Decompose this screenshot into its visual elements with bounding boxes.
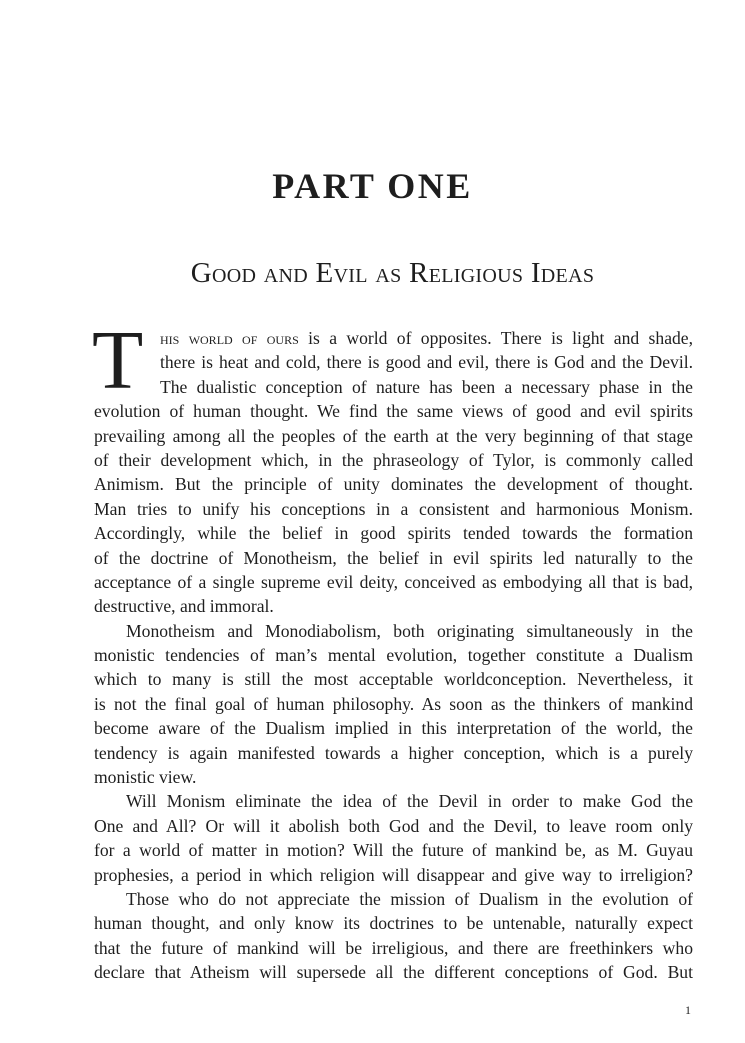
text-line: of their development which, in the phraseology of Tylor, is commonly called [94, 449, 693, 470]
text-line: prevailing among all the peoples of the earth at the very beginning of that stage [94, 425, 693, 446]
text-line: Accordingly, while the belief in good spirits tended towards the formation [94, 523, 693, 544]
chapter-title: Good and Evil as Religious Ideas [190, 257, 595, 289]
text-line: acceptance of a single supreme evil deity, conceived as embodying all that is bad, [94, 571, 693, 592]
text-line: Those who do not appreciate the mission of Dualism in the evolution of [126, 888, 693, 909]
text-line: that the future of mankind will be irreligious, and there are freethinkers who [94, 937, 693, 958]
page-number: 1 [685, 1003, 691, 1017]
text-line: tendency is again manifested towards a higher conception, which is a purely [94, 742, 693, 763]
part-title: PART ONE [272, 166, 473, 206]
text-line: The dualistic conception of nature has been a necessary phase in the [160, 376, 693, 397]
text-line: for a world of matter in motion? Will the future of mankind be, as M. Guyau [94, 840, 693, 861]
text-line: Monotheism and Monodiabolism, both originating simultaneously in the [126, 620, 693, 641]
text-line: Man tries to unify his conceptions in a consistent and harmonious Monism. [94, 498, 693, 519]
text-line: of the doctrine of Monotheism, the belief in evil spirits led naturally to the [94, 547, 693, 568]
text-line: is not the final goal of human philosophy. As soon as the thinkers of mankind [94, 693, 693, 714]
text-line: destructive, and immoral. [94, 596, 274, 617]
body-text [92, 314, 694, 985]
text-line [94, 326, 693, 350]
text-line: Animism. But the principle of unity dominates the development of thought. [94, 474, 693, 495]
text-line: monistic view. [94, 767, 197, 788]
text-line: monistic tendencies of man’s mental evolution, together constitute a Dualism [94, 645, 693, 666]
drop-cap: T [92, 314, 144, 407]
opening-words: his world of ours [160, 328, 299, 348]
text-line-content: is a world of opposites. There is light and shade, [298, 328, 694, 348]
text-line: evolution of human thought. We find the same views of good and evil spirits [94, 401, 693, 422]
text-line: there is heat and cold, there is good and evil, there is God and the Devil. [160, 352, 693, 373]
text-line: Will Monism eliminate the idea of the Devil in order to make God the [126, 791, 693, 812]
text-line: One and All? Or will it abolish both God and the Devil, to leave room only [94, 815, 693, 836]
text-line: which to many is still the most acceptable worldconception. Nevertheless, it [94, 669, 693, 690]
text-line: human thought, and only know its doctrines to be untenable, naturally expect [94, 913, 693, 934]
text-line: become aware of the Dualism implied in this interpretation of the world, the [94, 718, 693, 739]
text-line: prophesies, a period in which religion will disappear and give way to irreligion? [94, 864, 693, 885]
text-line: declare that Atheism will supersede all the different conceptions of God. But [94, 962, 693, 983]
